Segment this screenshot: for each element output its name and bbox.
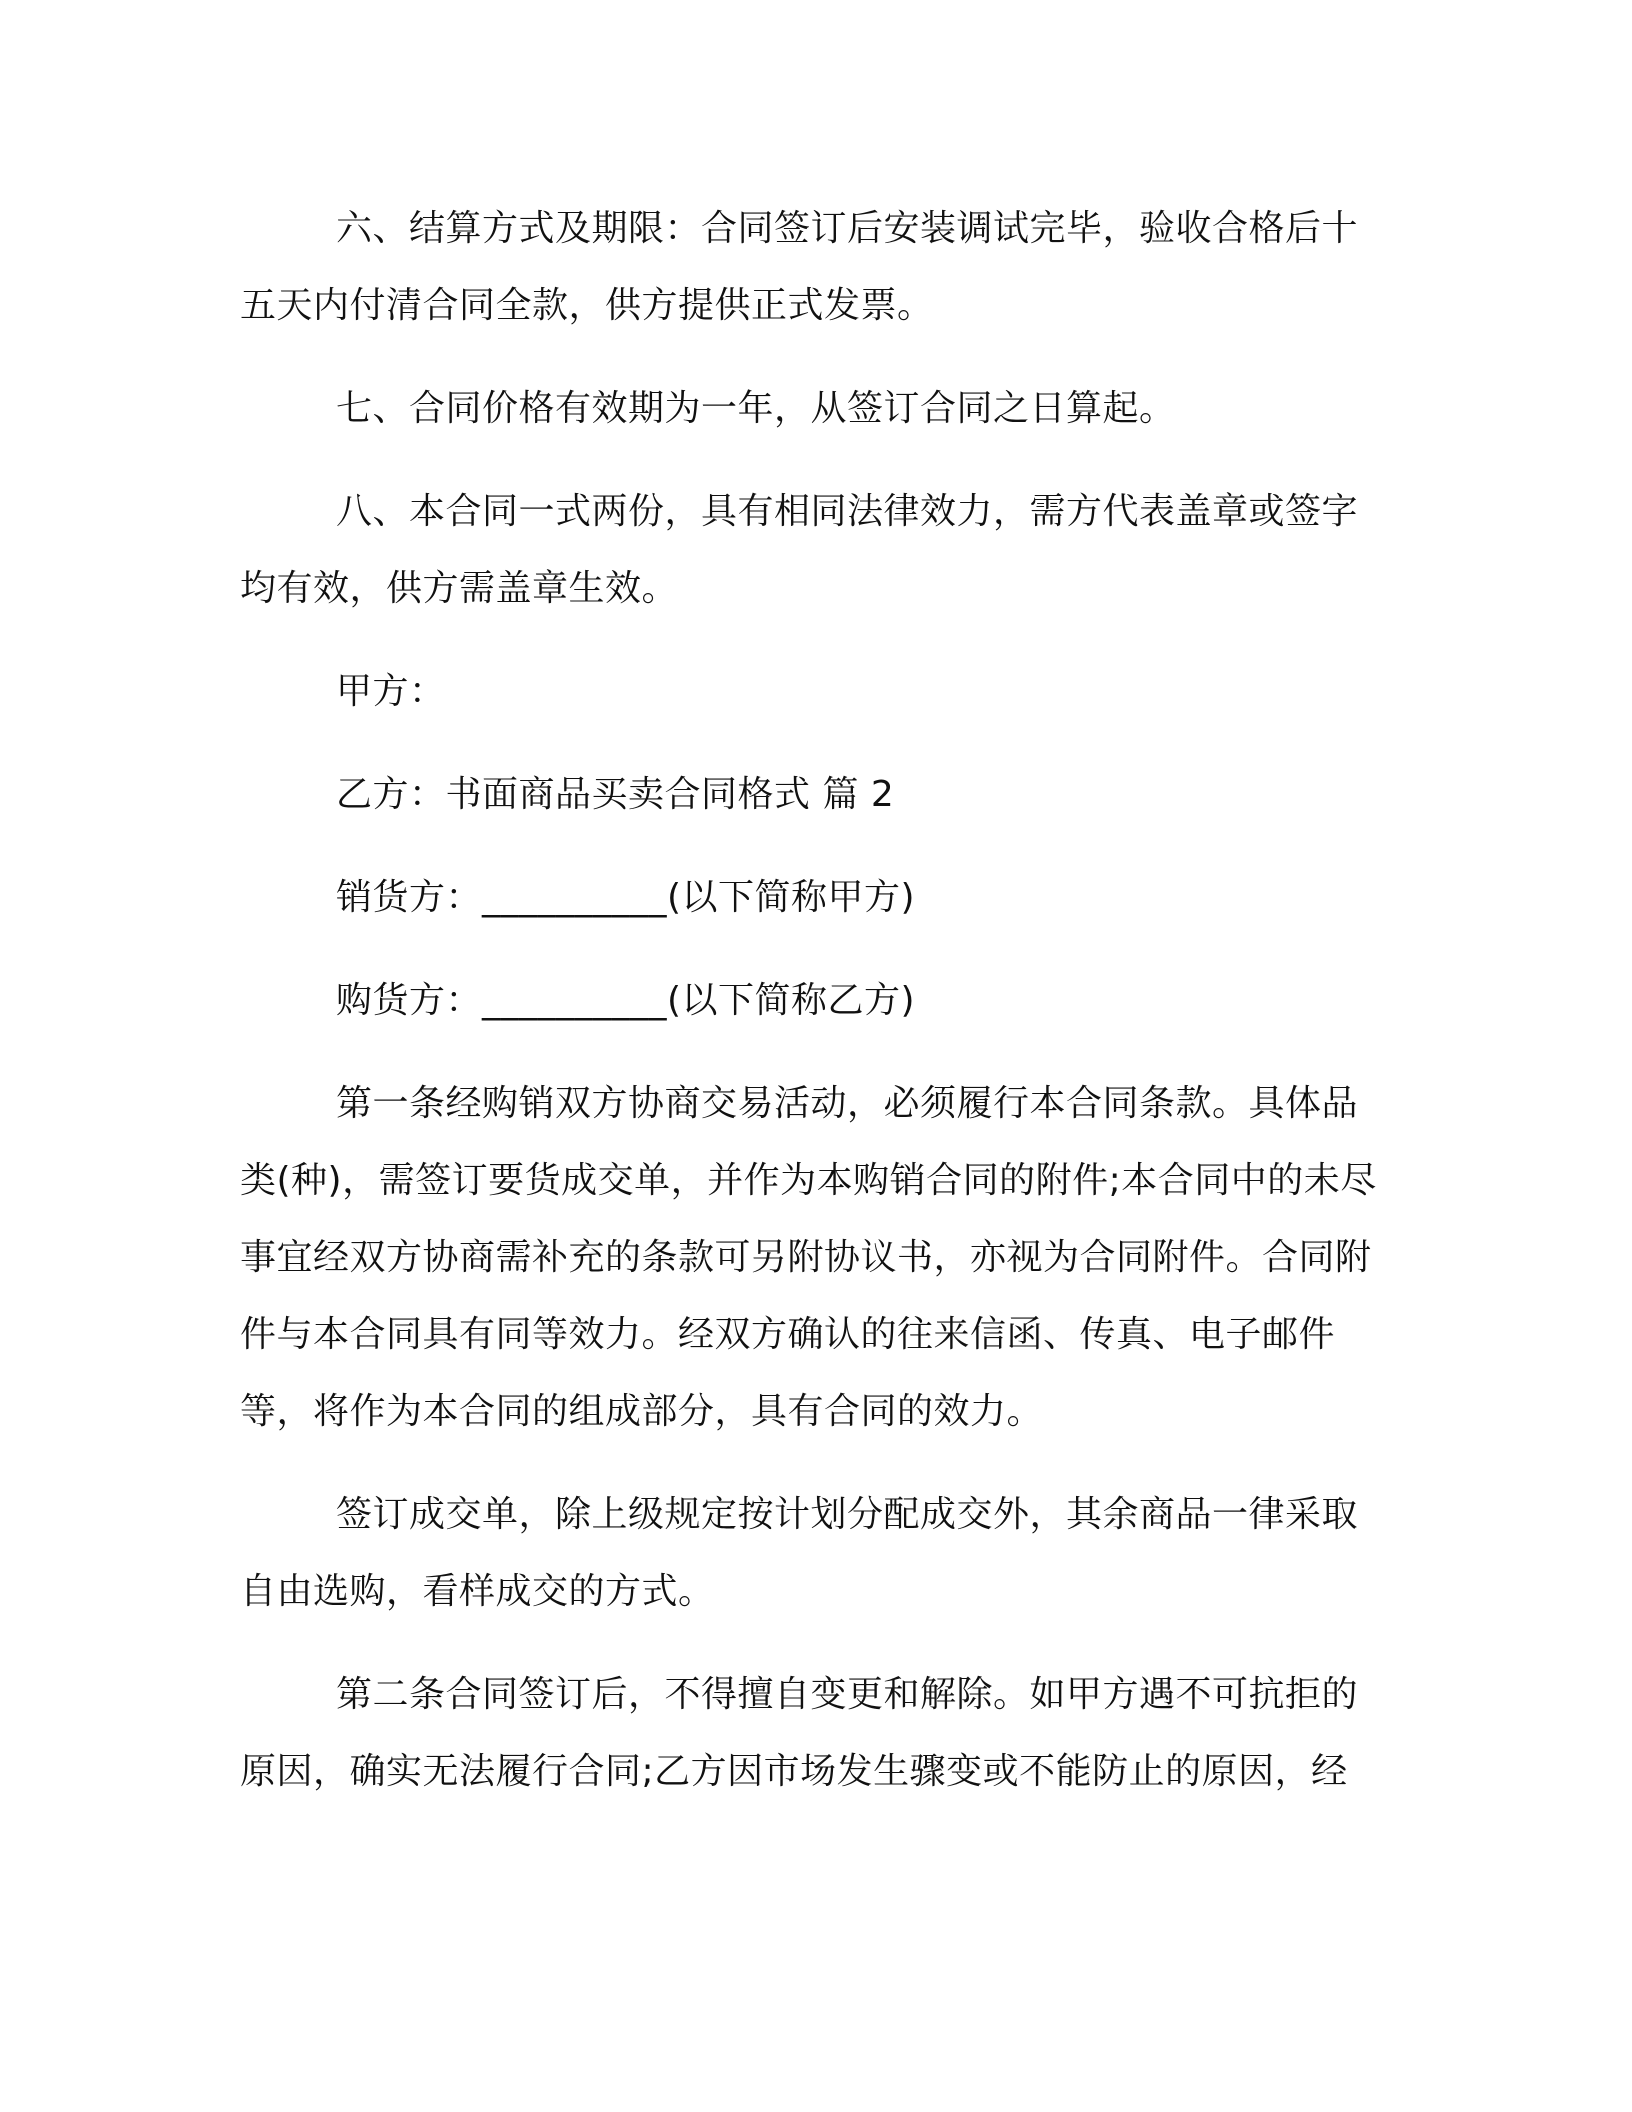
article-one-paragraph: 第一条经购销双方协商交易活动，必须履行本合同条款。具体品类(种)，需签订要货成交单，并作为本购销合同的附件;本合同中的未尽事宜经双方协商需补充的条款可另附协议书，亦视为合同附件。合同附件与本合同具有同等效力。经双方确认的往来信函、传真、电子邮件等，将作为本合同的组成部分，具有合同的效力。 bbox=[240, 1083, 1377, 1432]
paragraph-price-validity: 七、合同价格有效期为一年，从签订合同之日算起。 bbox=[336, 388, 1176, 429]
seller-line: 销货方：__________(以下简称甲方) bbox=[336, 877, 916, 918]
article-two-paragraph: 第二条合同签订后，不得擅自变更和解除。如甲方遇不可抗拒的原因，确实无法履行合同;乙方因市场发生骤变或不能防止的原因，经 bbox=[240, 1674, 1359, 1792]
paragraph-copies-effect: 八、本合同一式两份，具有相同法律效力，需方代表盖章或签字均有效，供方需盖章生效。 bbox=[240, 491, 1359, 609]
document-body bbox=[240, 190, 1380, 1836]
paragraph-settlement-terms: 六、结算方式及期限：合同签订后安装调试完毕，验收合格后十五天内付清合同全款，供方提供正式发票。 bbox=[240, 208, 1359, 326]
buyer-line: 购货方：__________(以下简称乙方) bbox=[336, 980, 916, 1021]
order-form-paragraph: 签订成交单，除上级规定按计划分配成交外，其余商品一律采取自由选购，看样成交的方式。 bbox=[240, 1494, 1359, 1612]
party-b-line: 乙方：书面商品买卖合同格式 篇 2 bbox=[336, 774, 895, 815]
party-a-line: 甲方： bbox=[336, 671, 446, 712]
